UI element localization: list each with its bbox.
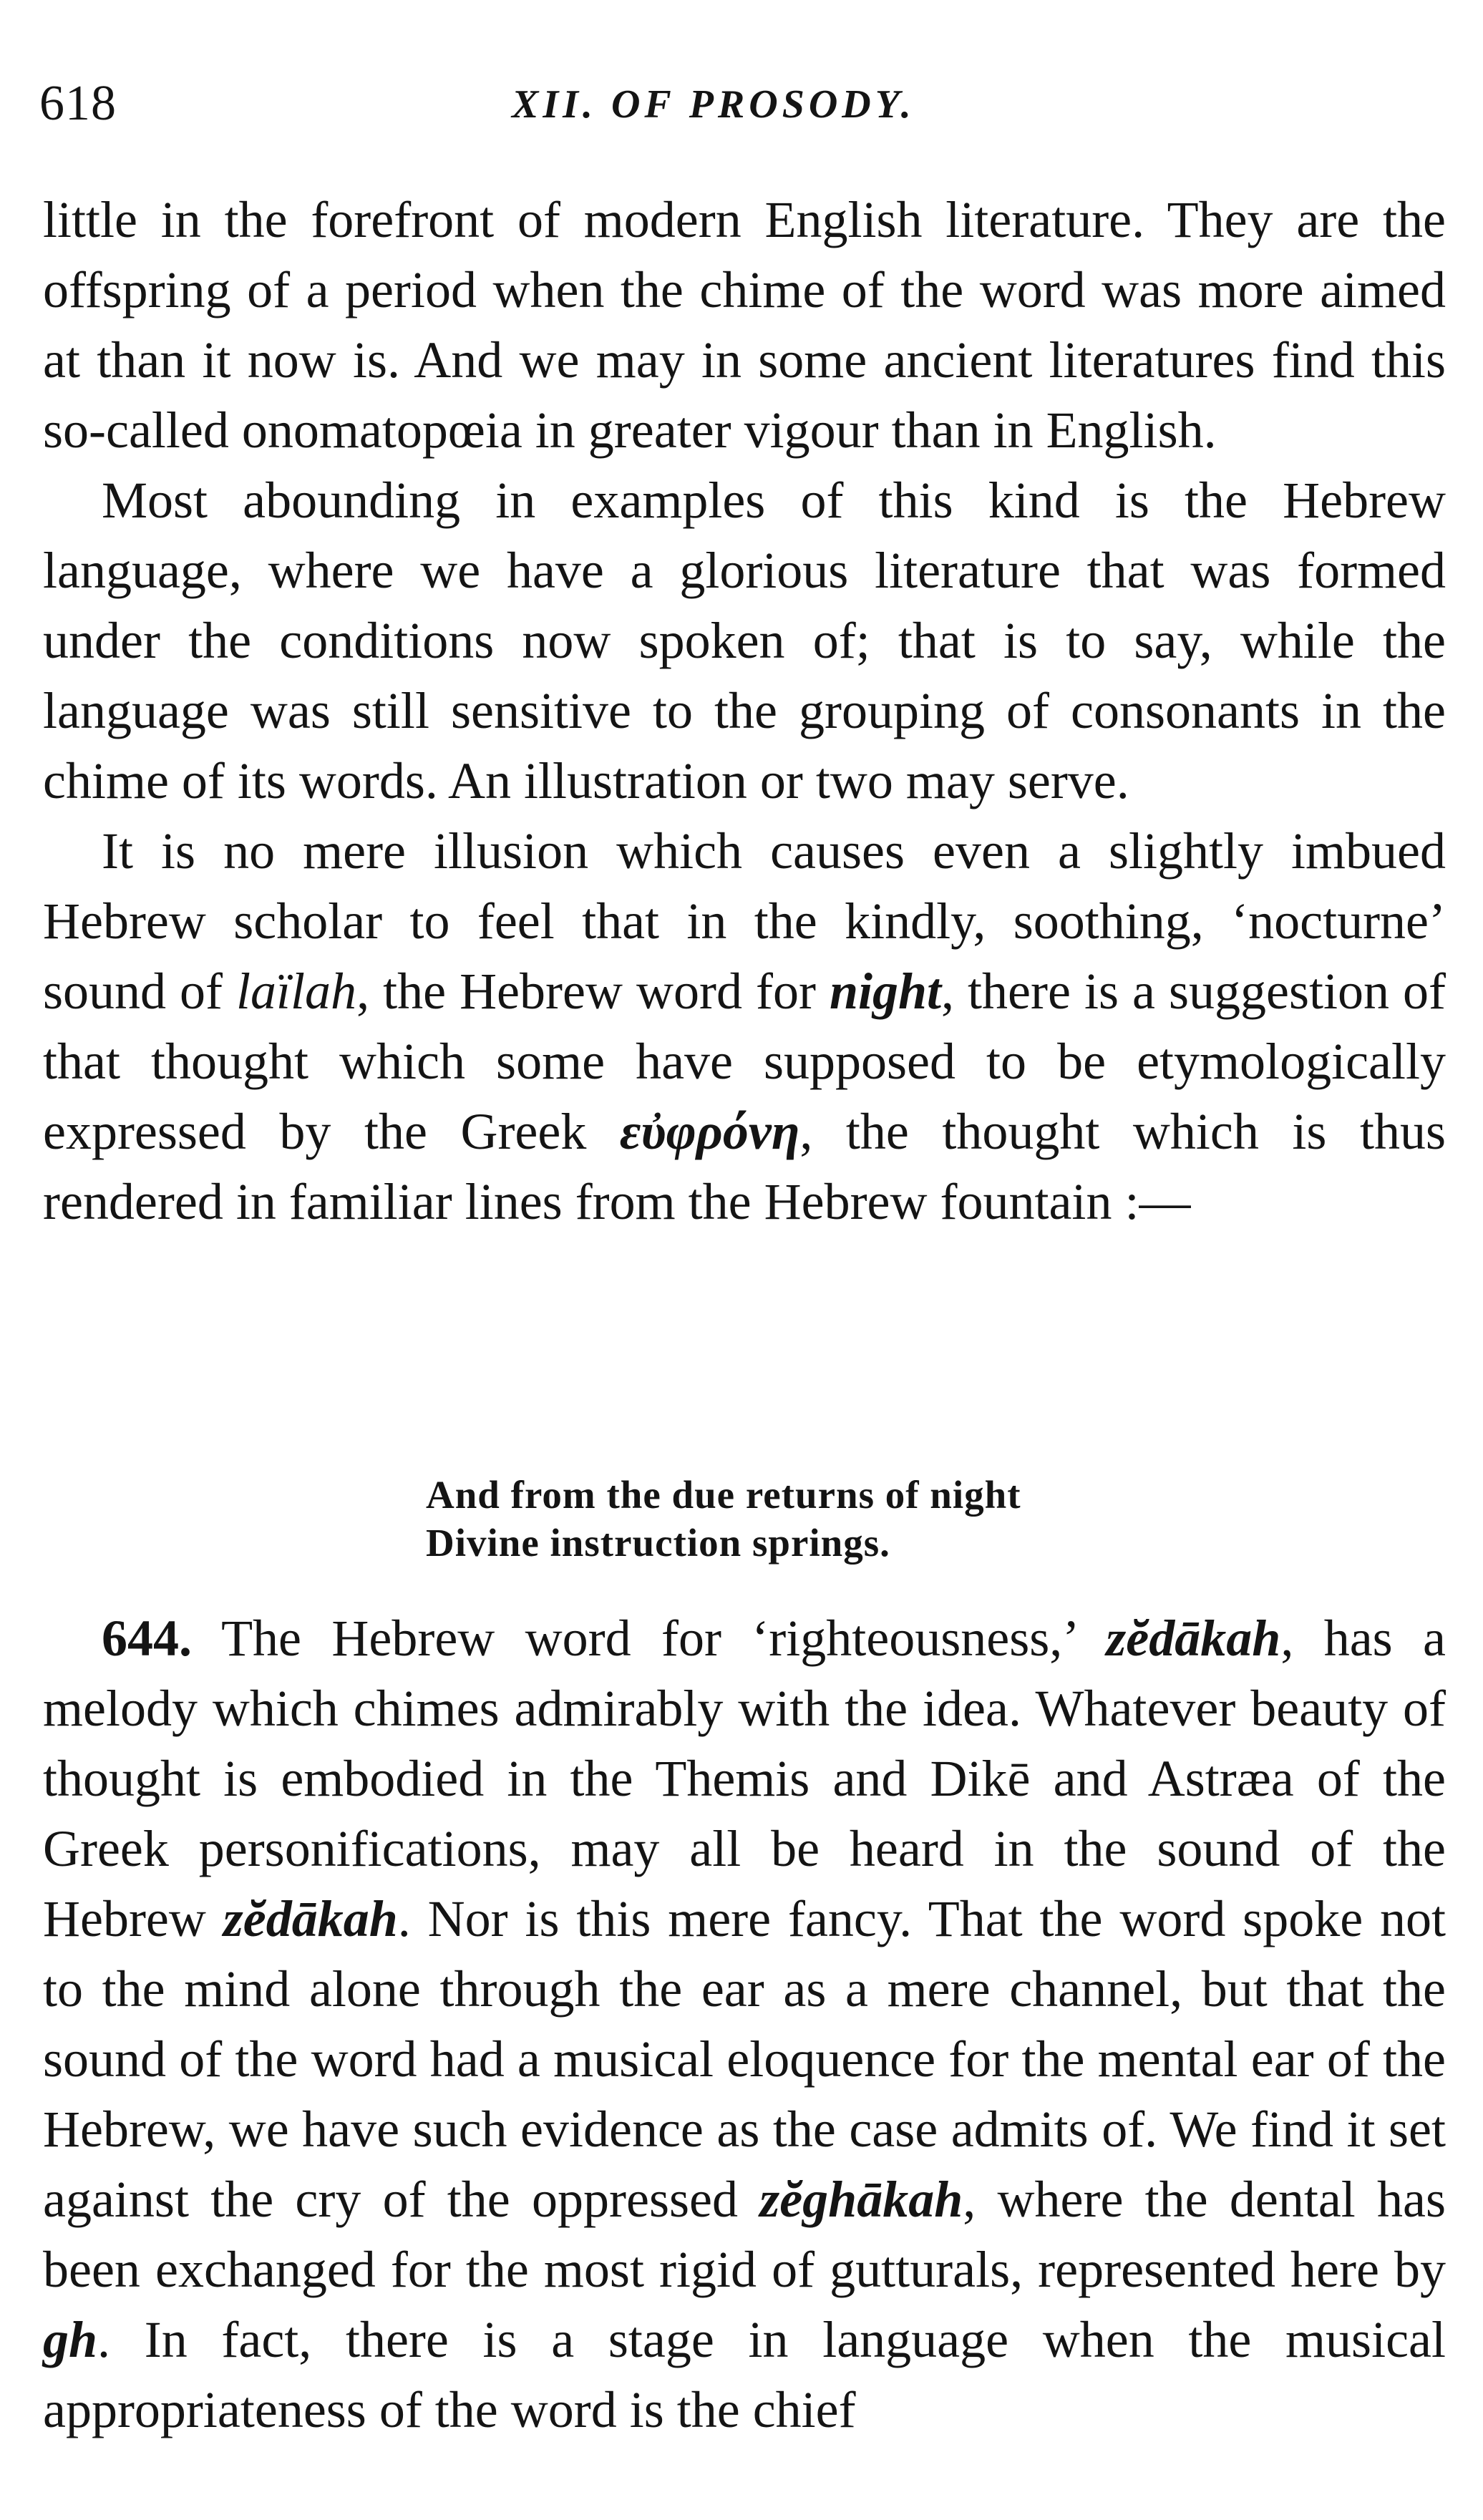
section-text: . In fact, there is a stage in language when the musical appropriateness of the word is the chief (43, 2311, 1446, 2438)
verse-quotation (426, 1471, 1021, 1567)
verse-line-2: Divine instruction springs. (426, 1521, 890, 1565)
hebrew-word-zeghakah: zĕghākah (759, 2171, 963, 2228)
paragraph-3-text: , the Hebrew word for (356, 963, 830, 1020)
paragraph-1 (43, 185, 1446, 465)
body-text-upper (43, 185, 1446, 1237)
hebrew-word-zedakah: zĕdākah (223, 1890, 398, 1947)
paragraph-3 (43, 816, 1446, 1237)
body-text-lower (43, 1603, 1446, 2445)
section-number: 644. (102, 1610, 192, 1667)
greek-word-euphrone: εὐφρόνη (619, 1103, 800, 1160)
verse-line-1: And from the due returns of night (426, 1473, 1021, 1517)
paragraph-2 (43, 465, 1446, 816)
paragraph-2-text: Most abounding in examples of this kind is the Hebrew language, where we have a glorious literature that was formed under the conditions now spoken of; that is to say, while the language was still sensitive to the grouping of consonants in the chime of its words. An illustration or two may serve. (43, 472, 1446, 809)
letters-gh: gh (43, 2311, 98, 2368)
paragraph-1-text: little in the forefront of modern English literature. They are the offspring of a period when the chime of the word was more aimed at than it now is. And we may in some ancient literatures find this so-called onomatopœia in greater vigour than in English. (43, 191, 1446, 459)
hebrew-word-lailah: laïlah (236, 963, 357, 1020)
word-night: night (829, 963, 942, 1020)
section-644 (43, 1603, 1446, 2445)
running-head: XII. OF PROSODY. (512, 82, 915, 127)
section-text: The Hebrew word for ‘righteousness,’ (192, 1610, 1107, 1667)
paragraph-3-text: It is no mere illusion which causes even a slightly imbued Hebrew scholar to feel that in the kindly, soothing, ‘nocturne’ sound of (43, 822, 1446, 1020)
section-text: . Nor is this mere fancy. That the word spoke not to the mind alone through the ear as a mere channel, but that the sound of the word had a musical eloquence for the mental ear of the Hebrew, we have such evidence as the case admits of. We find it set against the cry of the oppressed (43, 1890, 1446, 2228)
hebrew-word-zedakah: zĕdākah (1106, 1610, 1281, 1667)
page-header (39, 72, 1457, 136)
page-number: 618 (39, 76, 117, 131)
section-text: , where the dental has been exchanged for the most rigid of gutturals, represented here by (43, 2171, 1446, 2298)
paragraph-3-text: , the thought which is thus rendered in familiar lines from the Hebrew fountain :— (43, 1103, 1446, 1230)
paragraph-3-text: , there is a suggestion of that thought which some have supposed to be etymologically expressed by the Greek (43, 963, 1446, 1160)
section-text: , has a melody which chimes admirably with the idea. Whatever beauty of thought is embodied in the Themis and Dikē and Astræa of the Greek personifications, may all be heard in the sound of the Hebrew (43, 1610, 1446, 1947)
